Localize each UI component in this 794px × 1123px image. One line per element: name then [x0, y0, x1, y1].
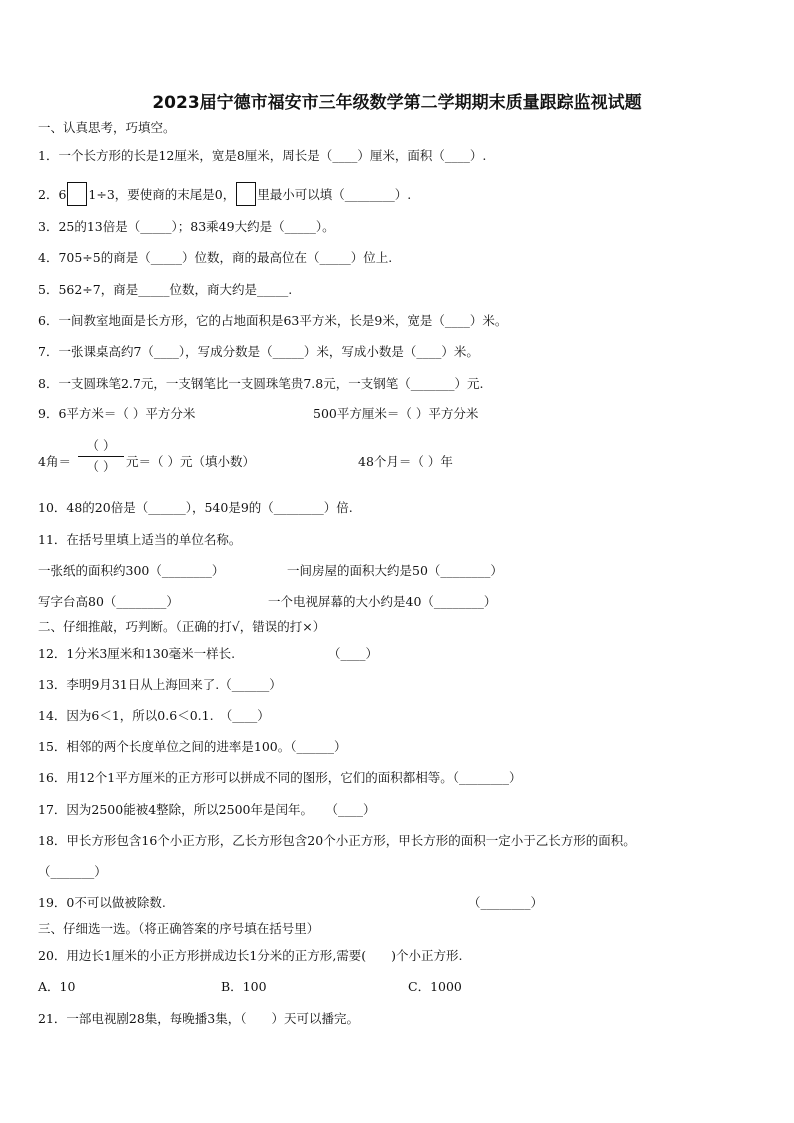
question-11: 11．在括号里填上适当的单位名称。 [38, 532, 242, 547]
question-2-part-a: 2．6 [38, 187, 67, 202]
question-12-answer: （____） [328, 646, 379, 661]
question-9-part-d: 48个月＝（ ）年 [358, 454, 453, 469]
question-12: 12．1分米3厘米和130毫米一样长. [38, 646, 236, 661]
question-9-part-a: 9．6平方米＝（ ）平方分米 [38, 406, 196, 421]
question-13: 13．李明9月31日从上海回来了.（______） [38, 677, 282, 692]
question-20-option-c: C．1000 [408, 979, 462, 994]
section-2-heading: 二、仔细推敲，巧判断。（正确的打√，错误的打×） [38, 619, 326, 634]
question-11-c: 写字台高80（________） [38, 594, 179, 609]
question-2-part-c: 里最小可以填（________）. [257, 187, 412, 202]
question-1: 1．一个长方形的长是12厘米，宽是8厘米，周长是（____）厘米，面积（____）. [38, 148, 487, 163]
question-6: 6．一间教室地面是长方形，它的占地面积是63平方米，长是9米，宽是（____）米。 [38, 313, 508, 328]
question-9-part-c-prefix: 4角＝ [38, 454, 71, 469]
fraction-denominator: （ ） [86, 459, 116, 474]
fraction-bar [78, 456, 124, 457]
question-20-option-a: A．10 [38, 979, 76, 994]
question-3: 3．25的13倍是（_____）；83乘49大约是（_____）。 [38, 219, 335, 234]
question-17: 17．因为2500能被4整除，所以2500年是闰年。 （____） [38, 802, 376, 817]
section-3-heading: 三、仔细选一选。（将正确答案的序号填在括号里） [38, 921, 320, 936]
question-20: 20．用边长1厘米的小正方形拼成边长1分米的正方形,需要( )个小正方形. [38, 948, 463, 963]
question-19-answer: （________） [468, 895, 544, 910]
question-9-part-b: 500平方厘米＝（ ）平方分米 [313, 406, 479, 421]
question-7: 7．一张课桌高约7（____），写成分数是（_____）米，写成小数是（____）米。 [38, 344, 479, 359]
question-18: 18．甲长方形包含16个小正方形，乙长方形包含20个小正方形，甲长方形的面积一定小于乙长方形的面积。 [38, 833, 636, 848]
question-10: 10．48的20倍是（______），540是9的（________）倍. [38, 500, 353, 515]
question-11-d: 一个电视屏幕的大小约是40（________） [268, 594, 497, 609]
question-2-part-b: 1÷3，要使商的末尾是0， [88, 187, 236, 202]
question-8: 8．一支圆珠笔2.7元，一支钢笔比一支圆珠笔贵7.8元，一支钢笔（_______）元. [38, 376, 484, 391]
question-15: 15．相邻的两个长度单位之间的进率是100。（______） [38, 739, 347, 754]
fraction-blank [78, 438, 124, 475]
question-4: 4．705÷5的商是（_____）位数，商的最高位在（_____）位上. [38, 250, 393, 265]
question-20-option-b: B．100 [221, 979, 267, 994]
section-1-heading: 一、认真思考，巧填空。 [38, 120, 176, 135]
question-11-a: 一张纸的面积约300（________） [38, 563, 225, 578]
digit-box [236, 182, 256, 206]
question-2 [38, 182, 411, 206]
question-14: 14．因为6＜1，所以0.6＜0.1. （____） [38, 708, 270, 723]
fraction-numerator: （ ） [86, 438, 116, 453]
question-9-part-c-suffix: 元＝（ ）元（填小数） [126, 454, 255, 469]
question-21: 21．一部电视剧28集，每晚播3集，（ ）天可以播完。 [38, 1011, 360, 1026]
question-5: 5．562÷7，商是_____位数，商大约是_____. [38, 282, 293, 297]
question-16: 16．用12个1平方厘米的正方形可以拼成不同的图形，它们的面积都相等。（________） [38, 770, 522, 785]
question-18-answer: （_______） [38, 864, 107, 879]
digit-box [67, 182, 87, 206]
question-11-b: 一间房屋的面积大约是50（________） [287, 563, 503, 578]
page-title: 2023届宁德市福安市三年级数学第二学期期末质量跟踪监视试题 [152, 93, 642, 113]
question-19: 19．0不可以做被除数. [38, 895, 166, 910]
